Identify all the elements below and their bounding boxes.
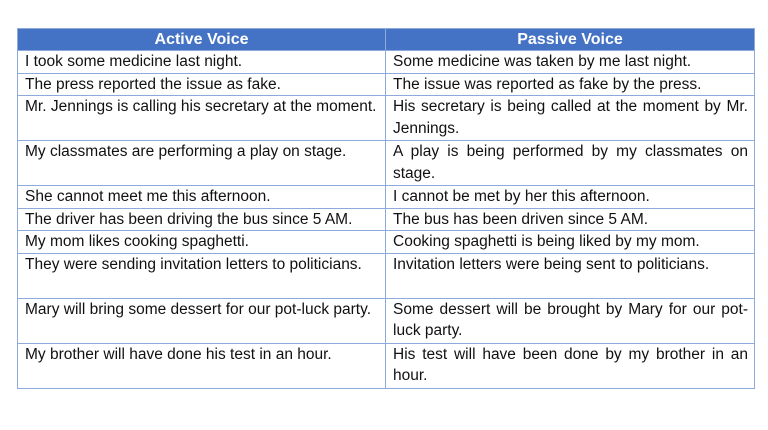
passive-cell: Invitation letters were being sent to politicians. [386,253,755,298]
table-row [18,298,755,343]
table-row [18,208,755,231]
table-row [18,73,755,96]
header-row [18,29,755,51]
passive-cell: A play is being performed by my classmates on stage. [386,141,755,186]
active-cell: The driver has been driving the bus since 5 AM. [18,208,386,231]
active-cell: She cannot meet me this afternoon. [18,186,386,209]
header-passive-voice: Passive Voice [386,29,755,51]
passive-cell: I cannot be met by her this afternoon. [386,186,755,209]
active-cell: My classmates are performing a play on stage. [18,141,386,186]
active-cell: My brother will have done his test in an hour. [18,343,386,388]
active-cell: My mom likes cooking spaghetti. [18,231,386,254]
passive-cell: Cooking spaghetti is being liked by my mom. [386,231,755,254]
table-row [18,231,755,254]
passive-cell: The issue was reported as fake by the press. [386,73,755,96]
active-cell: I took some medicine last night. [18,51,386,74]
table-row [18,253,755,298]
table-row [18,96,755,141]
table-row [18,343,755,388]
table-row [18,51,755,74]
passive-cell: Some dessert will be brought by Mary for our pot-luck party. [386,298,755,343]
active-cell: They were sending invitation letters to politicians. [18,253,386,298]
passive-cell: Some medicine was taken by me last night. [386,51,755,74]
active-cell: Mr. Jennings is calling his secretary at the moment. [18,96,386,141]
table-row [18,186,755,209]
passive-cell: His test will have been done by my brother in an hour. [386,343,755,388]
passive-cell: The bus has been driven since 5 AM. [386,208,755,231]
voice-table [17,28,755,389]
active-cell: The press reported the issue as fake. [18,73,386,96]
active-cell: Mary will bring some dessert for our pot-luck party. [18,298,386,343]
header-active-voice: Active Voice [18,29,386,51]
table-row [18,141,755,186]
passive-cell: His secretary is being called at the moment by Mr. Jennings. [386,96,755,141]
